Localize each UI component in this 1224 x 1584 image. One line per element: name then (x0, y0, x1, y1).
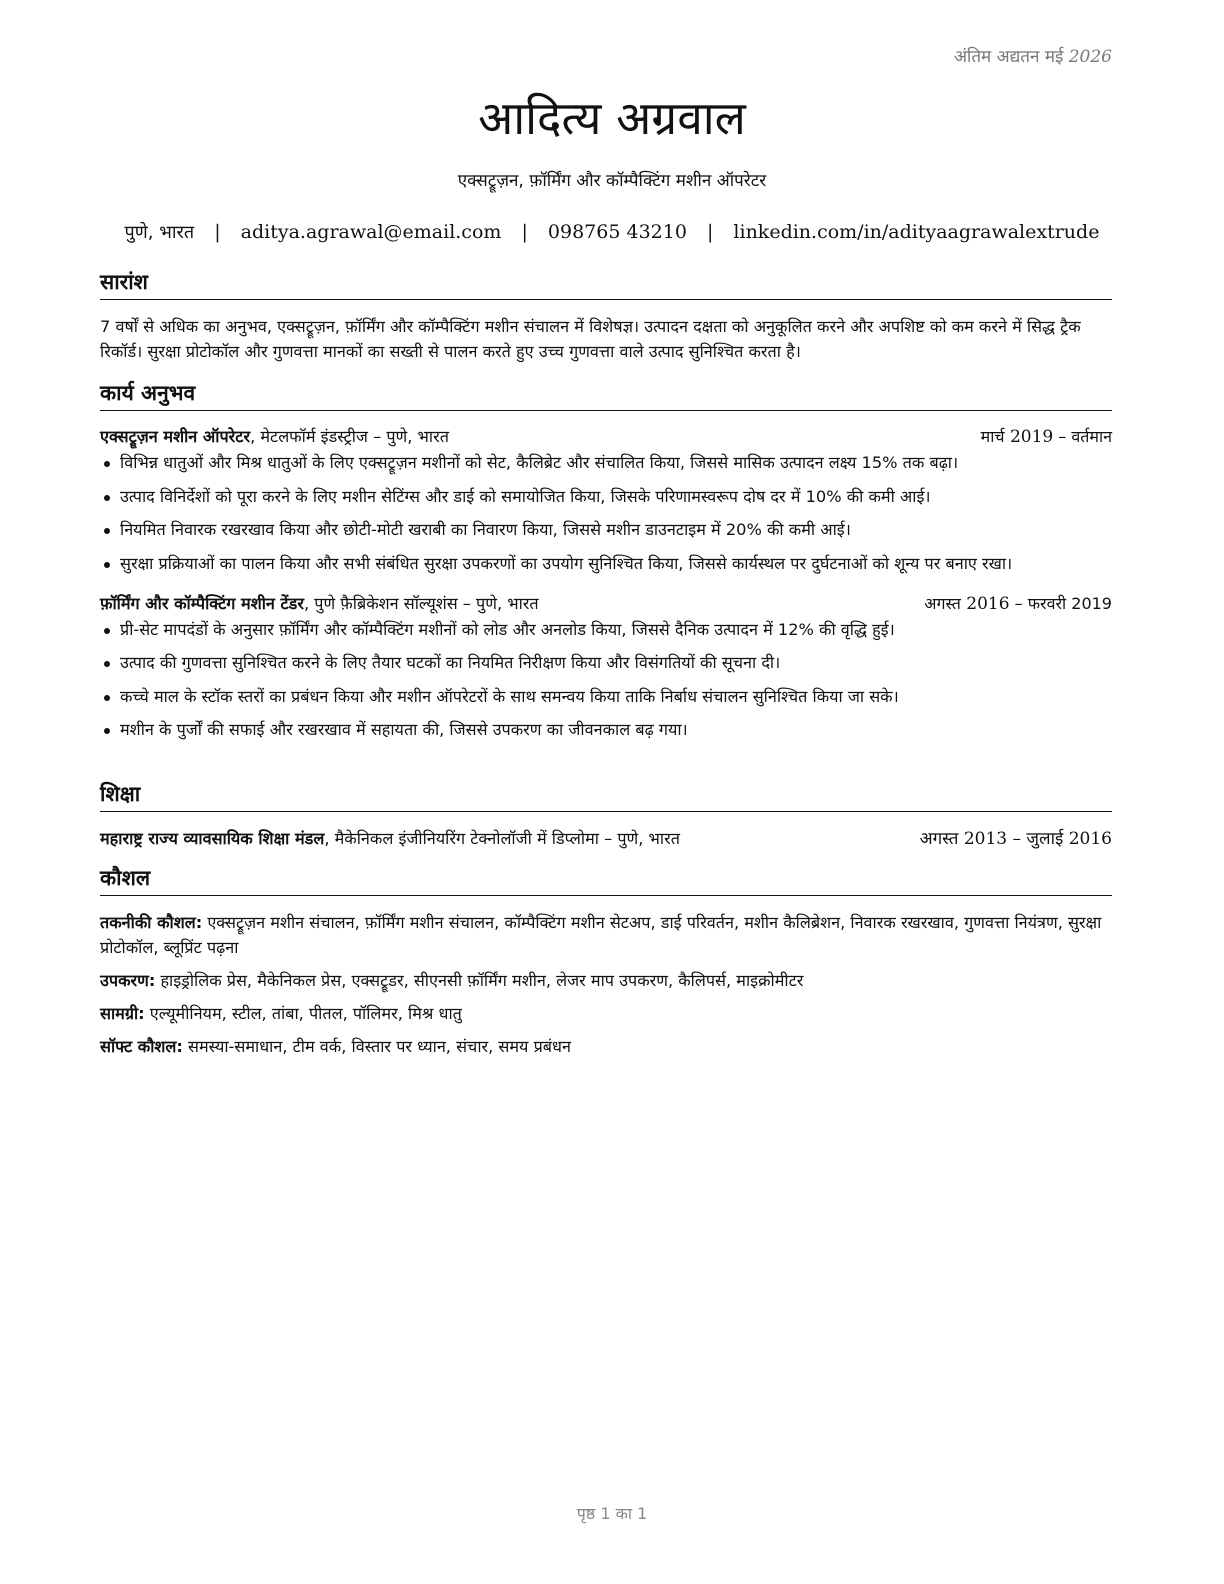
last-updated (954, 44, 1112, 67)
contact-separator: | (214, 221, 221, 243)
skills-section (100, 864, 1112, 1059)
job-dates (924, 592, 1112, 614)
job-header (100, 425, 1112, 447)
job-header (100, 592, 1112, 614)
skill-value: हाइड्रोलिक प्रेस, मैकेनिकल प्रेस, एक्सट्रूडर, सीएनसी फ़ॉर्मिंग मशीन, लेजर माप उपकरण, कैलिपर्स, माइक्रोमीटर (155, 971, 804, 990)
education-dates: अगस्त 2013 – जुलाई 2016 (919, 829, 1112, 849)
contact-separator: | (521, 221, 528, 243)
job-role-org (100, 592, 539, 614)
skill-value: एल्यूमीनियम, स्टील, तांबा, पीतल, पॉलिमर, मिश्र धातु (144, 1004, 462, 1023)
job-role-org (100, 425, 449, 447)
job-bullet: मशीन के पुर्जों की सफाई और रखरखाव में सहायता की, जिससे उपकरण का जीवनकाल बढ़ गया। (100, 718, 1112, 742)
job-bullet: उत्पाद विनिर्देशों को पूरा करने के लिए मशीन सेटिंग्स और डाई को समायोजित किया, जिसके परिणामस्वरूप दोष दर में 10% की कमी आई। (100, 485, 1112, 509)
job-org: , मेटलफॉर्म इंडस्ट्रीज – पुणे, भारत (250, 427, 449, 446)
job-bullets (100, 618, 1112, 743)
skill-row (100, 910, 1112, 960)
job-entry (100, 425, 1112, 576)
job-bullet: कच्चे माल के स्टॉक स्तरों का प्रबंधन किया और मशीन ऑपरेटरों के साथ समन्वय किया ताकि निर्बाध संचालन सुनिश्चित किया जा सके। (100, 685, 1112, 709)
skill-row (100, 968, 1112, 993)
job-bullet: प्री-सेट मापदंडों के अनुसार फ़ॉर्मिंग और कॉम्पैक्टिंग मशीनों को लोड और अनलोड किया, जिससे दैनिक उत्पादन में 12% की वृद्धि हुई। (100, 618, 1112, 642)
skill-value: समस्या-समाधान, टीम वर्क, विस्तार पर ध्यान, संचार, समय प्रबंधन (182, 1037, 571, 1056)
page-number: पृष्ठ 1 का 1 (576, 1504, 648, 1523)
skill-row (100, 1001, 1112, 1026)
job-bullet: सुरक्षा प्रक्रियाओं का पालन किया और सभी संबंधित सुरक्षा उपकरणों का उपयोग सुनिश्चित किया, जिससे कार्यस्थल पर दुर्घटनाओं को शून्य पर बनाए रखा। (100, 552, 1112, 576)
education-institution: महाराष्ट्र राज्य व्यावसायिक शिक्षा मंडल (100, 829, 325, 848)
education-institution-detail (100, 827, 680, 849)
skill-label: उपकरण: (100, 971, 156, 990)
job-date-year: 2016 (966, 593, 1010, 614)
job-bullet: उत्पाद की गुणवत्ता सुनिश्चित करने के लिए तैयार घटकों का नियमित निरीक्षण किया और विसंगतियों की सूचना दी। (100, 651, 1112, 675)
job-date-year: 2019 (1009, 427, 1054, 447)
skill-label: सॉफ्ट कौशल: (100, 1037, 183, 1056)
education-title: शिक्षा (100, 780, 1112, 812)
job-date-rest: – वर्तमान (1053, 427, 1112, 446)
job-date-rest: – फरवरी 2019 (1009, 593, 1112, 613)
contact-separator: | (706, 221, 714, 243)
experience-section (100, 379, 1112, 752)
summary-title: सारांश (100, 268, 1112, 300)
last-updated-year: 2026 (1068, 47, 1112, 67)
contact-email[interactable]: aditya.agrawal@email.com (240, 221, 502, 243)
job-entry (100, 592, 1112, 743)
contact-location: पुणे, भारत (124, 222, 195, 243)
education-section (100, 780, 1112, 849)
summary-section (100, 268, 1112, 364)
education-detail: , मैकेनिकल इंजीनियरिंग टेक्नोलॉजी में डिप्लोमा – पुणे, भारत (324, 829, 680, 848)
job-bullet: नियमित निवारक रखरखाव किया और छोटी-मोटी खराबी का निवारण किया, जिससे मशीन डाउनटाइम में 20% की कमी आई। (100, 518, 1112, 542)
job-date-month: मार्च (980, 427, 1005, 446)
skill-label: तकनीकी कौशल: (100, 913, 203, 932)
last-updated-label: अंतिम अद्यतन मई (953, 47, 1064, 67)
job-dates (981, 425, 1112, 447)
skill-label: सामग्री: (100, 1004, 145, 1023)
candidate-name: आदित्य अग्रवाल (478, 91, 746, 145)
job-role: फ़ॉर्मिंग और कॉम्पैक्टिंग मशीन टेंडर (100, 593, 304, 613)
skill-value: एक्सट्रूज़न मशीन संचालन, फ़ॉर्मिंग मशीन संचालन, कॉम्पैक्टिंग मशीन सेटअप, डाई परिवर्तन, मशीन कैलिब्रेशन, निवारक रखरखाव, गुणवत्ता नियंत्रण, सुरक्षा प्रोटोकॉल, ब्लूप्रिंट पढ़ना (100, 913, 1102, 957)
skills-title: कौशल (100, 864, 1112, 896)
skill-row (100, 1034, 1112, 1059)
job-date-month: अगस्त (924, 593, 961, 613)
contact-linkedin[interactable]: linkedin.com/in/adityaagrawalextrude (733, 221, 1100, 243)
contact-phone[interactable]: 098765 43210 (547, 221, 687, 243)
contact-line (0, 220, 1224, 244)
job-bullet: विभिन्न धातुओं और मिश्र धातुओं के लिए एक्सट्रूज़न मशीनों को सेट, कैलिब्रेट और संचालित किया, जिससे मासिक उत्पादन लक्ष्य 15% तक बढ़ा। (100, 451, 1112, 475)
education-entry (100, 826, 1112, 849)
candidate-headline: एक्सट्रूज़न, फ़ॉर्मिंग और कॉम्पैक्टिंग मशीन ऑपरेटर (457, 171, 767, 191)
job-org: , पुणे फ़ैब्रिकेशन सॉल्यूशंस – पुणे, भारत (303, 593, 539, 613)
summary-text: 7 वर्षों से अधिक का अनुभव, एक्सट्रूज़न, फ़ॉर्मिंग और कॉम्पैक्टिंग मशीन संचालन में विशेषज्ञ। उत्पादन दक्षता को अनुकूलित करने और अपशिष्ट को कम करने में सिद्ध ट्रैक रिकॉर्ड। सुरक्षा प्रोटोकॉल और गुणवत्ता मानकों का सख्ती से पालन करते हुए उच्च गुणवत्ता वाले उत्पाद सुनिश्चित करता है। (100, 317, 1081, 361)
experience-title: कार्य अनुभव (100, 379, 1112, 411)
job-role: एक्सट्रूज़न मशीन ऑपरेटर (100, 427, 251, 446)
job-bullets (100, 451, 1112, 576)
